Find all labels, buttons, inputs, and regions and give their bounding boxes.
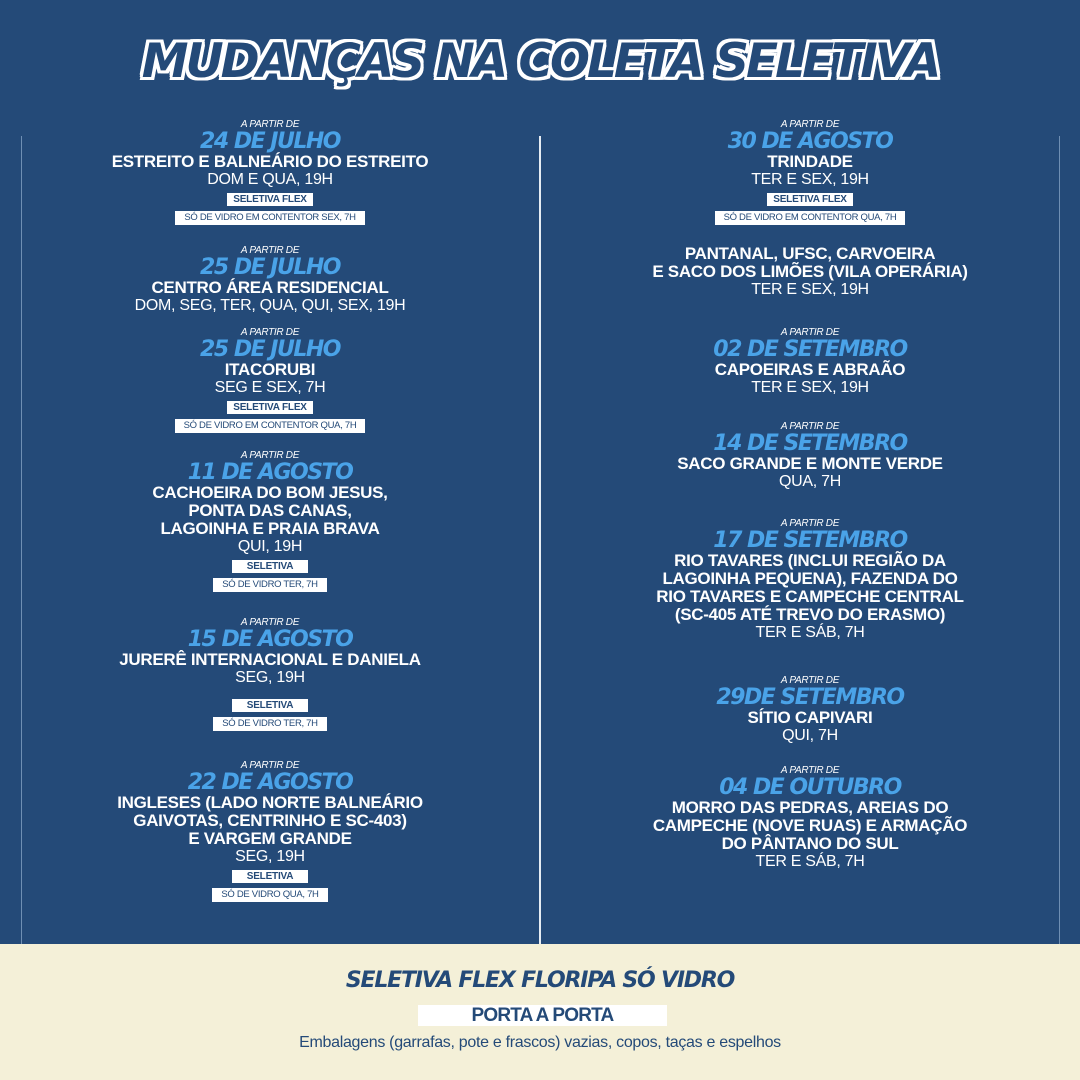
- start-date: 02 DE SETEMBRO: [713, 337, 907, 362]
- neighborhood: ITACORUBI: [224, 360, 316, 379]
- neighborhood: CAMPECHE (NOVE RUAS) E ARMAÇÃO: [652, 816, 968, 835]
- schedule-entry-capoeiras: [540, 327, 1080, 397]
- apartir-label: A PARTIR DE: [780, 518, 840, 529]
- neighborhood: (SC-405 ATÉ TREVO DO ERASMO): [674, 605, 946, 624]
- apartir-label: A PARTIR DE: [780, 327, 840, 338]
- collection-days: TER E SÁB, 7H: [755, 624, 865, 641]
- collection-days: QUI, 19H: [237, 538, 303, 555]
- apartir-label: A PARTIR DE: [240, 760, 300, 771]
- glass-note: SÓ DE VIDRO EM CONTENTOR QUA, 7H: [175, 419, 366, 433]
- neighborhood: DO PÂNTANO DO SUL: [721, 834, 899, 853]
- start-date: 25 DE JULHO: [200, 337, 340, 362]
- start-date: 11 DE AGOSTO: [187, 460, 353, 485]
- apartir-label: A PARTIR DE: [780, 119, 840, 130]
- start-date: 24 DE JULHO: [200, 129, 340, 154]
- apartir-label: A PARTIR DE: [240, 617, 300, 628]
- apartir-label: A PARTIR DE: [240, 450, 300, 461]
- glass-note: SÓ DE VIDRO EM CONTENTOR SEX, 7H: [175, 211, 364, 225]
- neighborhood: CENTRO ÁREA RESIDENCIAL: [151, 278, 389, 297]
- collection-days: DOM E QUA, 19H: [207, 171, 333, 188]
- neighborhood: CAPOEIRAS E ABRAÃO: [714, 360, 906, 379]
- footer-panel: [0, 944, 1080, 1080]
- start-date: 22 DE AGOSTO: [187, 770, 353, 795]
- glass-note: SÓ DE VIDRO QUA, 7H: [212, 888, 327, 902]
- start-date: 25 DE JULHO: [200, 255, 340, 280]
- schedule-entry-itacorubi: [0, 327, 540, 433]
- neighborhood: RIO TAVARES E CAMPECHE CENTRAL: [656, 587, 964, 606]
- schedule-entry-centro: [0, 245, 540, 315]
- seletiva-badge: SELETIVA FLEX: [227, 193, 313, 206]
- collection-days: SEG, 19H: [235, 848, 305, 865]
- schedule-entry-sitio-capivari: [540, 675, 1080, 745]
- schedule-entry-cachoeira: [0, 450, 540, 592]
- collection-days: QUI, 7H: [782, 727, 838, 744]
- footer-description: Embalagens (garrafas, pote e frascos) vazias, copos, taças e espelhos: [299, 1034, 781, 1051]
- schedule-entry-rio-tavares: [540, 518, 1080, 642]
- apartir-label: A PARTIR DE: [780, 421, 840, 432]
- collection-days: TER E SEX, 19H: [751, 379, 869, 396]
- collection-days: TER E SEX, 19H: [751, 171, 869, 188]
- start-date: 04 DE OUTUBRO: [719, 775, 901, 800]
- collection-days: SEG, 19H: [235, 669, 305, 686]
- neighborhood: ESTREITO E BALNEÁRIO DO ESTREITO: [111, 152, 429, 171]
- seletiva-badge: SELETIVA: [232, 699, 308, 712]
- seletiva-badge: SELETIVA FLEX: [767, 193, 853, 206]
- footer-title: SELETIVA FLEX FLORIPA SÓ VIDRO: [345, 968, 735, 993]
- collection-days: QUA, 7H: [779, 473, 841, 490]
- start-date: 30 DE AGOSTO: [727, 129, 893, 154]
- neighborhood: INGLESES (LADO NORTE BALNEÁRIO: [117, 793, 423, 812]
- page-title: MUDANÇAS NA COLETA SELETIVA: [141, 34, 939, 89]
- apartir-label: A PARTIR DE: [240, 245, 300, 256]
- neighborhood: JURERÊ INTERNACIONAL E DANIELA: [119, 650, 421, 669]
- schedule-entry-morro-das-pedras: [540, 765, 1080, 871]
- schedule-entry-saco-grande: [540, 421, 1080, 491]
- neighborhood: RIO TAVARES (INCLUI REGIÃO DA: [674, 551, 946, 570]
- start-date: 14 DE SETEMBRO: [713, 431, 907, 456]
- glass-note: SÓ DE VIDRO TER, 7H: [213, 717, 326, 731]
- seletiva-badge: SELETIVA: [232, 870, 308, 883]
- collection-days: SEG E SEX, 7H: [214, 379, 326, 396]
- apartir-label: A PARTIR DE: [240, 327, 300, 338]
- apartir-label: A PARTIR DE: [240, 119, 300, 130]
- glass-note: SÓ DE VIDRO EM CONTENTOR QUA, 7H: [715, 211, 906, 225]
- neighborhood: SACO GRANDE E MONTE VERDE: [677, 454, 943, 473]
- glass-note: SÓ DE VIDRO TER, 7H: [213, 578, 326, 592]
- schedule-entry-jurere: [0, 617, 540, 731]
- neighborhood: TRINDADE: [767, 152, 853, 171]
- start-date: 17 DE SETEMBRO: [713, 528, 907, 553]
- collection-days: TER E SÁB, 7H: [755, 853, 865, 870]
- collection-days: DOM, SEG, TER, QUA, QUI, SEX, 19H: [134, 297, 406, 314]
- schedule-entry-pantanal: [540, 245, 1080, 299]
- schedule-entry-estreito: [0, 119, 540, 225]
- apartir-label: A PARTIR DE: [780, 765, 840, 776]
- collection-days: TER E SEX, 19H: [751, 281, 869, 298]
- schedule-entry-trindade: [540, 119, 1080, 225]
- seletiva-badge: SELETIVA: [232, 560, 308, 573]
- neighborhood: SÍTIO CAPIVARI: [747, 708, 873, 727]
- neighborhood: MORRO DAS PEDRAS, AREIAS DO: [671, 798, 949, 817]
- neighborhood: PANTANAL, UFSC, CARVOEIRA: [684, 244, 936, 263]
- schedule-entry-ingleses: [0, 760, 540, 902]
- neighborhood: LAGOINHA PEQUENA), FAZENDA DO: [662, 569, 958, 588]
- neighborhood: PONTA DAS CANAS,: [188, 501, 352, 520]
- neighborhood: LAGOINHA E PRAIA BRAVA: [160, 519, 380, 538]
- apartir-label: A PARTIR DE: [780, 675, 840, 686]
- start-date: 29DE SETEMBRO: [716, 685, 904, 710]
- start-date: 15 DE AGOSTO: [187, 627, 353, 652]
- seletiva-badge: SELETIVA FLEX: [227, 401, 313, 414]
- porta-a-porta-badge: PORTA A PORTA: [418, 1005, 667, 1026]
- neighborhood: GAIVOTAS, CENTRINHO E SC-403): [133, 811, 407, 830]
- neighborhood: E VARGEM GRANDE: [188, 829, 352, 848]
- neighborhood: CACHOEIRA DO BOM JESUS,: [152, 483, 388, 502]
- neighborhood: E SACO DOS LIMÕES (VILA OPERÁRIA): [652, 262, 968, 281]
